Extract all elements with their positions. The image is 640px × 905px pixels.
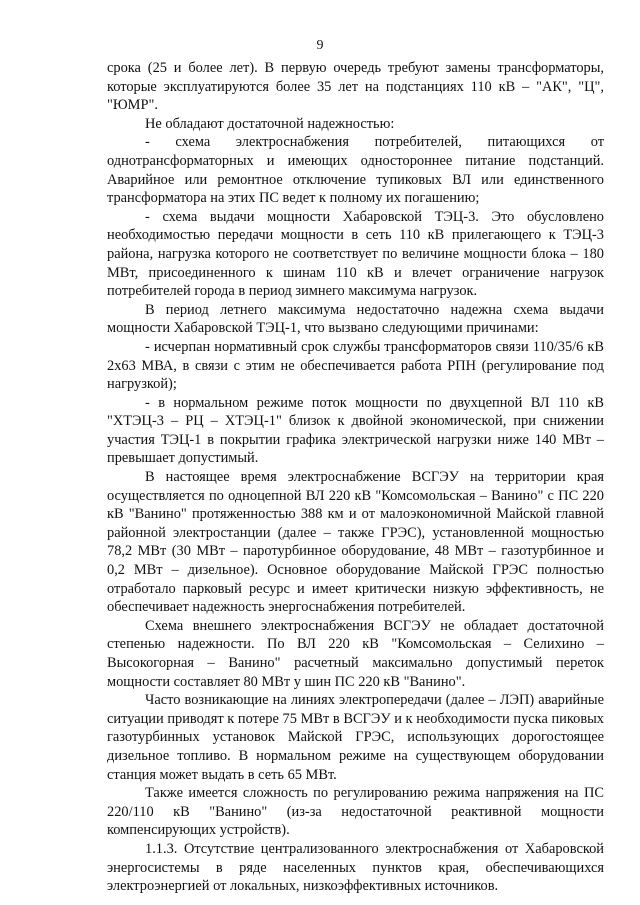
paragraph-transformer-replacement: срока (25 и более лет). В первую очередь требуют замены трансформаторы, которые эксплуатируются более 35 лет на подстанциях 110 кВ – "АК", "Ц", "ЮМР". [107,60,604,114]
paragraph-tec1-summer-maximum: В период летнего максимума недостаточно надежна схема выдачи мощности Хабаровской ТЭЦ-1, что вызвано следующими причинами: [107,301,604,337]
paragraph-tec1-transformers: - исчерпан нормативный срок службы трансформаторов связи 110/35/6 кВ 2х63 МВА, в связи с этим не обеспечивается работа РПН (регулирование под нагрузкой); [107,338,604,393]
document-body [107,59,604,896]
paragraph-voltage-regulation: Также имеется сложность по регулированию режима напряжения на ПС 220/110 кВ "Ванино" (из-за недостаточной реактивной мощности компенсирующих устройств). [107,785,604,839]
page-number: 9 [316,38,324,53]
paragraph-power-line-accidents: Часто возникающие на линиях электропередачи (далее – ЛЭП) аварийные ситуации приводят к потере 75 МВт в ВСГЭУ и к необходимости пуска пиковых газотурбинных установок Майской ГРЭС, использующих дорогостоящее дизельное топливо. В нормальном режиме на существующем оборудовании станция может выдать в сеть 65 МВт. [107,692,604,783]
paragraph-insufficient-reliability-heading: Не обладают достаточной надежностью: [145,115,395,132]
paragraph-single-transformer-scheme: - схема электроснабжения потребителей, питающихся от однотрансформаторных и имеющих одностороннее питание подстанций. Аварийное или ремонтное отключение тупиковых ВЛ или единственного трансформатора на этих ПС ведет к полному их погашению; [107,134,604,207]
paragraph-tec3-power-output: - схема выдачи мощности Хабаровской ТЭЦ-3. Это обусловлено необходимостью передачи мощности в сеть 110 кВ прилегающего к ТЭЦ-3 района, нагрузка которого не соответствует по величине мощности блока – 180 МВт, присоединенного к шинам 110 кВ и влечет ограничение нагрузок потребителей города в период зимнего максимума нагрузок. [107,208,604,300]
paragraph-section-1-1-3: 1.1.3. Отсутствие централизованного электроснабжения от Хабаровской энергосистемы в ряде населенных пунктов края, обеспечивающихся электроэнергией от локальных, низкоэффективных источников. [107,840,604,895]
paragraph-tec1-power-flow: - в нормальном режиме поток мощности по двухцепной ВЛ 110 кВ "ХТЭЦ-3 – РЦ – ХТЭЦ-1" близок к двойной экономической, при снижении участия ТЭЦ-1 в покрытии графика электрической нагрузки ниже 140 МВт – превышает допустимый. [107,394,604,467]
paragraph-vsgeu-supply: В настоящее время электроснабжение ВСГЭУ на территории края осуществляется по одноцепной ВЛ 220 кВ "Комсомольская – Ванино" с ПС 220 кВ "Ванино" протяженностью 388 км и от малоэкономичной Майской главной районной электростанции (далее – также ГРЭС), установленной мощностью 78,2 МВт (30 МВт – паротурбинное оборудование, 48 МВт – газотурбинное и 0,2 МВт – дизельное). Основное оборудование Майской ГРЭС полностью отработало парковый ресурс и имеет критически низкую эффективность, не обеспечивает надежность энергоснабжения потребителей. [107,469,604,616]
paragraph-vsgeu-external-scheme: Схема внешнего электроснабжения ВСГЭУ не обладает достаточной степенью надежности. По ВЛ 220 кВ "Комсомольская – Селихино – Высокогорная – Ванино" расчетный максимально допустимый переток мощности составляет 80 МВт у шин ПС 220 кВ "Ванино". [107,617,604,690]
